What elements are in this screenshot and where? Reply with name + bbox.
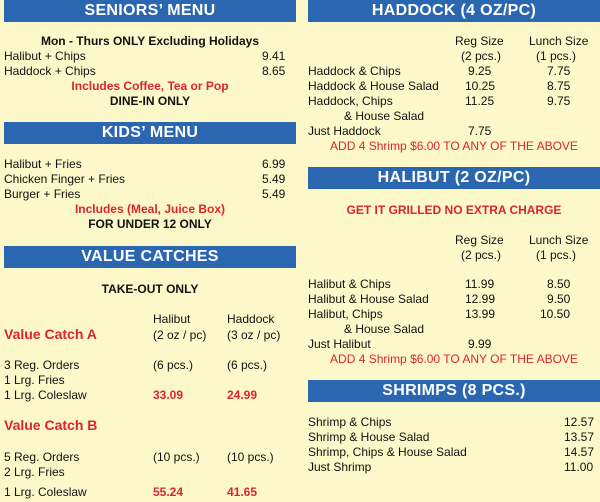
kids-item-name: Halibut + Fries	[4, 157, 82, 171]
halibut-item-reg-price: 13.99	[465, 307, 496, 321]
halibut-item-lunch-price: 10.50	[540, 307, 571, 321]
haddock-item-name: Haddock & House Salad	[308, 79, 439, 93]
haddock-shrimp-addon: ADD 4 Shrimp $6.00 TO ANY OF THE ABOVE	[330, 139, 578, 153]
haddock-item-name: Haddock, Chips	[308, 94, 393, 108]
value-a-line: 1 Lrg. Coleslaw	[4, 388, 87, 402]
value-b-pcs-halibut: (10 pcs.)	[153, 450, 200, 464]
kids-age-limit: FOR UNDER 12 ONLY	[88, 217, 212, 231]
halibut-item-name: Halibut & House Salad	[308, 292, 429, 306]
value-a-price-haddock: 24.99	[227, 388, 258, 402]
value-col-halibut: Halibut	[153, 312, 191, 326]
halibut-lunch-pcs: (1 pcs.)	[536, 248, 577, 262]
halibut-shrimp-addon: ADD 4 Shrimp $6.00 TO ANY OF THE ABOVE	[330, 352, 578, 366]
haddock-just-name: Just Haddock	[308, 124, 381, 138]
shrimp-item-price: 11.00	[564, 460, 594, 474]
value-b-line: 1 Lrg. Coleslaw	[4, 485, 87, 499]
value-takeout-only: TAKE-OUT ONLY	[101, 282, 199, 296]
halibut-item-name-cont: & House Salad	[344, 322, 425, 336]
kids-item-name: Chicken Finger + Fries	[4, 172, 126, 186]
shrimp-item-name: Shrimp & Chips	[308, 415, 392, 429]
value-catch-b-title: Value Catch B	[4, 417, 98, 433]
seniors-note: Mon - Thurs ONLY Excluding Holidays	[40, 34, 260, 48]
haddock-header: HADDOCK (4 OZ/PC)	[308, 0, 600, 22]
haddock-reg-pcs: (2 pcs.)	[461, 49, 502, 63]
halibut-lunch-size-label: Lunch Size	[529, 233, 589, 247]
shrimp-item-price: 12.57	[564, 415, 595, 429]
haddock-lunch-size-label: Lunch Size	[529, 34, 589, 48]
halibut-item-lunch-price: 8.50	[547, 277, 571, 291]
kids-menu-header: KIDS’ MENU	[4, 122, 296, 144]
haddock-item-reg-price: 9.25	[468, 64, 492, 78]
value-a-price-halibut: 33.09	[153, 388, 184, 402]
halibut-just-price: 9.99	[468, 337, 492, 351]
shrimps-header: SHRIMPS (8 PCS.)	[308, 380, 600, 402]
shrimp-item-price: 14.57	[564, 445, 595, 459]
haddock-item-lunch-price: 9.75	[547, 94, 571, 108]
shrimp-item-name: Shrimp, Chips & House Salad	[308, 445, 467, 459]
value-b-line: 2 Lrg. Fries	[4, 465, 65, 479]
value-catch-a-title: Value Catch A	[4, 326, 97, 342]
seniors-item-price: 8.65	[262, 64, 286, 78]
kids-item-name: Burger + Fries	[4, 187, 81, 201]
halibut-grilled-note: GET IT GRILLED NO EXTRA CHARGE	[346, 203, 562, 217]
seniors-menu-header: SENIORS’ MENU	[4, 0, 296, 22]
haddock-item-reg-price: 11.25	[465, 94, 495, 108]
haddock-item-reg-price: 10.25	[465, 79, 496, 93]
haddock-item-lunch-price: 7.75	[547, 64, 571, 78]
halibut-item-reg-price: 12.99	[465, 292, 496, 306]
seniors-dine-in: DINE-IN ONLY	[109, 94, 191, 108]
halibut-item-reg-price: 11.99	[465, 277, 495, 291]
haddock-item-name-cont: & House Salad	[344, 109, 425, 123]
kids-item-price: 5.49	[262, 187, 286, 201]
seniors-includes: Includes Coffee, Tea or Pop	[71, 79, 229, 93]
halibut-item-name: Halibut, Chips	[308, 307, 383, 321]
kids-includes: Includes (Meal, Juice Box)	[74, 202, 226, 216]
value-b-line: 5 Reg. Orders	[4, 450, 80, 464]
seniors-item-name: Haddock + Chips	[4, 64, 96, 78]
value-a-pcs-halibut: (6 pcs.)	[153, 358, 194, 372]
haddock-just-price: 7.75	[468, 124, 492, 138]
kids-item-price: 6.99	[262, 157, 286, 171]
value-col-haddock: Haddock	[227, 312, 275, 326]
seniors-item-price: 9.41	[262, 49, 286, 63]
halibut-item-name: Halibut & Chips	[308, 277, 391, 291]
seniors-item-name: Halibut + Chips	[4, 49, 86, 63]
value-a-size-haddock: (3 oz / pc)	[227, 328, 281, 342]
haddock-item-name: Haddock & Chips	[308, 64, 401, 78]
halibut-item-lunch-price: 9.50	[547, 292, 571, 306]
halibut-just-name: Just Halibut	[308, 337, 371, 351]
halibut-header: HALIBUT (2 OZ/PC)	[308, 167, 600, 189]
halibut-reg-pcs: (2 pcs.)	[461, 248, 502, 262]
value-a-pcs-haddock: (6 pcs.)	[227, 358, 268, 372]
value-a-line: 3 Reg. Orders	[4, 358, 80, 372]
value-a-size-halibut: (2 oz / pc)	[153, 328, 207, 342]
value-catches-header: VALUE CATCHES	[4, 246, 296, 268]
haddock-item-lunch-price: 8.75	[547, 79, 571, 93]
value-b-pcs-haddock: (10 pcs.)	[227, 450, 274, 464]
shrimp-item-name: Just Shrimp	[308, 460, 372, 474]
value-b-price-halibut: 55.24	[153, 485, 184, 499]
halibut-reg-size-label: Reg Size	[455, 233, 504, 247]
haddock-reg-size-label: Reg Size	[455, 34, 504, 48]
value-b-price-haddock: 41.65	[227, 485, 258, 499]
shrimp-item-price: 13.57	[564, 430, 595, 444]
kids-item-price: 5.49	[262, 172, 286, 186]
haddock-lunch-pcs: (1 pcs.)	[536, 49, 577, 63]
shrimp-item-name: Shrimp & House Salad	[308, 430, 430, 444]
value-a-line: 1 Lrg. Fries	[4, 373, 65, 387]
